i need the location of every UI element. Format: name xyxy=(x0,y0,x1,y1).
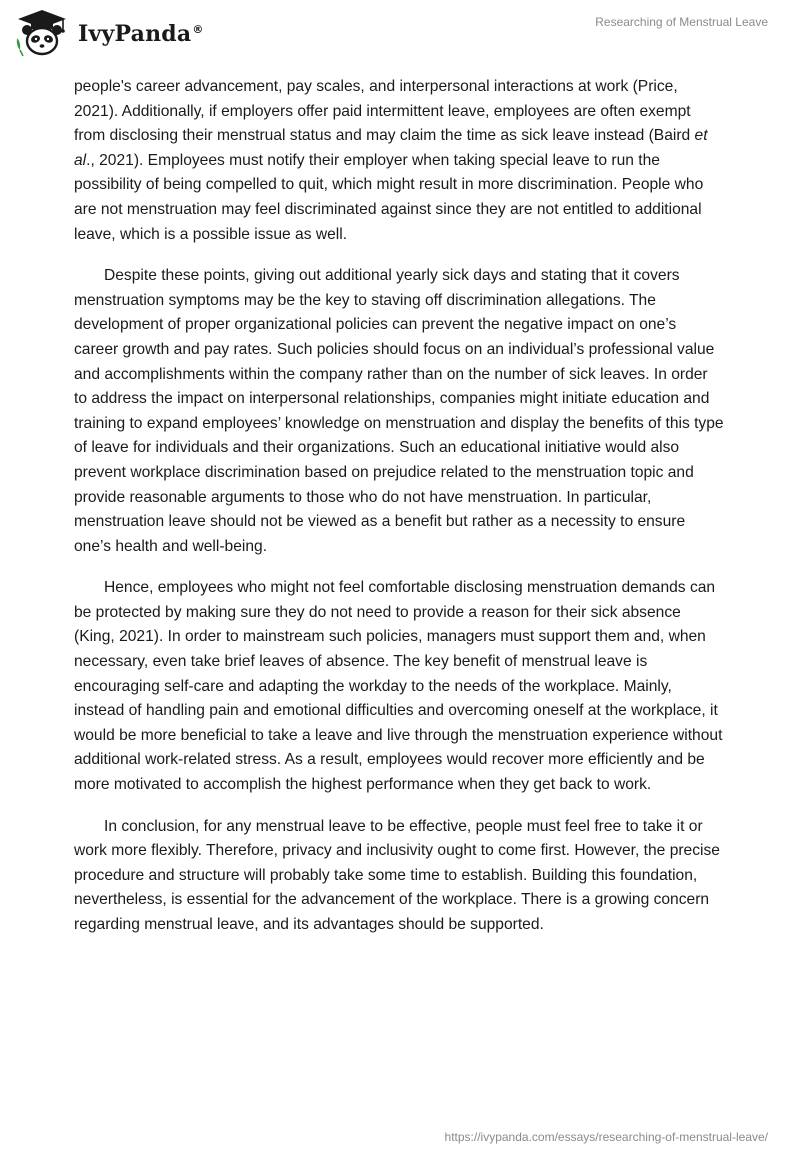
text-run: ., 2021). Employees must notify their employer when taking special leave to run the possibility of being compelled to quit, which might result in more discrimination. People who are not menstruation may feel discriminated against since they are not entitled to additional leave, which is a possible issue as well. xyxy=(74,151,704,243)
text-run: In conclusion, for any menstrual leave to be effective, people must feel free to take it or work more flexibly. Therefore, privacy and inclusivity ought to come first. However, the precise procedure and structure will probably take some time to establish. Building this foundation, nevertheless, is essential for the advancement of the workplace. There is a growing concern regarding menstrual leave, and its advantages should be supported. xyxy=(74,817,720,933)
source-url[interactable]: https://ivypanda.com/essays/researching-of-menstrual-leave/ xyxy=(444,1130,768,1144)
paragraph xyxy=(74,264,724,559)
italic-text-run: et al xyxy=(74,127,708,169)
logo-wordmark xyxy=(78,21,204,47)
ivypanda-logo[interactable] xyxy=(14,8,204,58)
panda-graduate-icon xyxy=(14,8,70,58)
paragraph xyxy=(74,75,724,247)
text-run: Despite these points, giving out additional yearly sick days and stating that it covers menstruation symptoms may be the key to staving off discrimination allegations. The development of proper organizational policies can prevent the negative impact on one’s career growth and pay rates. Such policies should focus on an individual’s professional value and accomplishments within the company rather than on the number of sick leaves. In order to address the impact on interpersonal relationships, companies might initiate education and training to expand employees’ knowledge on menstruation and display the benefits of this type of leave for individuals and their organizations. Such an educational initiative would also prevent workplace discrimination based on prejudice related to the menstruation topic and provide reasonable arguments to those who do not have menstruation. In particular, menstruation leave should not be viewed as a benefit but rather as a necessity to ensure one’s health and well-being. xyxy=(74,267,724,555)
running-title: Researching of Menstrual Leave xyxy=(595,15,768,29)
page-header xyxy=(0,0,800,70)
text-run: Hence, employees who might not feel comfortable disclosing menstruation demands can be protected by making sure they do not need to provide a reason for their sick absence (King, 2021). In order to mainstream such policies, managers must support them and, when necessary, even take brief leaves of absence. The key benefit of menstrual leave is encouraging self-care and adapting the workday to the needs of the workplace. Mainly, instead of handling pain and emotional difficulties and overcoming oneself at the workplace, it would be more beneficial to take a leave and live through the menstruation experience without additional work-related stress. As a result, employees would recover more efficiently and be more motivated to accomplish the highest performance when they get back to work. xyxy=(74,579,723,794)
paragraph xyxy=(74,576,724,797)
essay-body xyxy=(74,75,724,955)
logo-name: IvyPanda xyxy=(78,21,192,47)
paragraph xyxy=(74,815,724,938)
text-run: people's career advancement, pay scales, and interpersonal interactions at work (Price, 2021). Additionally, if employers offer paid intermittent leave, employees are often exempt from disclosing their menstrual status and may claim the time as sick leave instead (Baird xyxy=(74,78,695,145)
registered-mark: ® xyxy=(192,22,204,36)
